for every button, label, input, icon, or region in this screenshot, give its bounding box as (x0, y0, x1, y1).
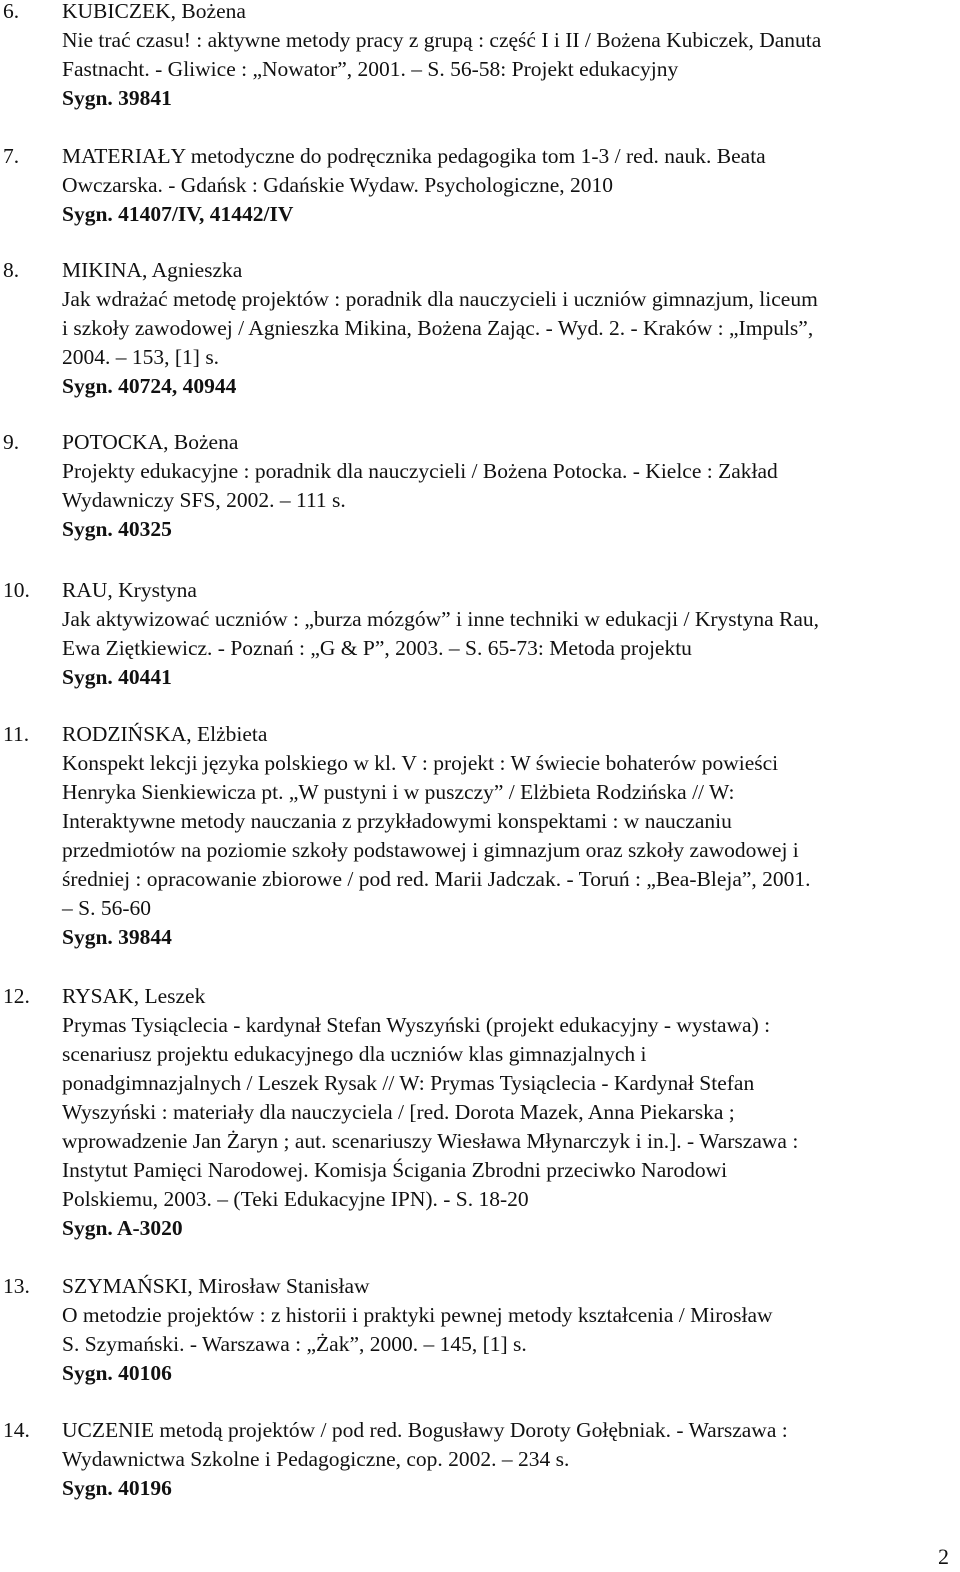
entry-number: 6. (3, 0, 20, 23)
entry-author: MIKINA, Agnieszka (62, 258, 243, 282)
entry-number: 10. (3, 578, 30, 602)
entry-signature: Sygn. 40441 (62, 665, 172, 689)
entry-signature: Sygn. A-3020 (62, 1216, 183, 1240)
entry-line: Instytut Pamięci Narodowej. Komisja Ścigania Zbrodni przeciwko Narodowi (62, 1158, 728, 1182)
entry-number: 9. (3, 430, 20, 454)
entry-line: Prymas Tysiąclecia - kardynał Stefan Wyszyński (projekt edukacyjny - wystawa) : (62, 1013, 771, 1037)
entry-line: Owczarska. - Gdańsk : Gdańskie Wydaw. Psychologiczne, 2010 (62, 173, 614, 197)
entry-number: 11. (3, 722, 30, 746)
entry-number: 13. (3, 1274, 30, 1298)
entry-number: 12. (3, 984, 30, 1008)
entry-number: 14. (3, 1418, 30, 1442)
entry-signature: Sygn. 39844 (62, 925, 172, 949)
entry-author: POTOCKA, Bożena (62, 430, 239, 454)
entry-author: SZYMAŃSKI, Mirosław Stanisław (62, 1274, 370, 1298)
entry-line: Wyszyński : materiały dla nauczyciela / [red. Dorota Mazek, Anna Piekarska ; (62, 1100, 735, 1124)
entry-signature: Sygn. 41407/IV, 41442/IV (62, 202, 294, 226)
entry-line: wprowadzenie Jan Żaryn ; aut. scenariuszy Wiesława Młynarczyk i in.]. - Warszawa : (62, 1129, 799, 1153)
entry-title: MATERIAŁY metodyczne do podręcznika pedagogika tom 1-3 / red. nauk. Beata (62, 144, 766, 168)
entry-author: KUBICZEK, Bożena (62, 0, 246, 23)
entry-line: Polskiemu, 2003. – (Teki Edukacyjne IPN). - S. 18-20 (62, 1187, 529, 1211)
entry-line: scenariusz projektu edukacyjnego dla uczniów klas gimnazjalnych i (62, 1042, 647, 1066)
entry-signature: Sygn. 40325 (62, 517, 172, 541)
entry-line: Henryka Sienkiewicza pt. „W pustyni i w puszczy” / Elżbieta Rodzińska // W: (62, 780, 735, 804)
entry-line: Wydawniczy SFS, 2002. – 111 s. (62, 488, 346, 512)
entry-signature: Sygn. 40196 (62, 1476, 172, 1500)
entry-line: i szkoły zawodowej / Agnieszka Mikina, Bożena Zając. - Wyd. 2. - Kraków : „Impuls”, (62, 316, 814, 340)
entry-number: 8. (3, 258, 20, 282)
page-number: 2 (938, 1544, 949, 1569)
entry-line: Projekty edukacyjne : poradnik dla nauczycieli / Bożena Potocka. - Kielce : Zakład (62, 459, 778, 483)
entry-line: Ewa Ziętkiewicz. - Poznań : „G & P”, 2003. – S. 65-73: Metoda projektu (62, 636, 692, 660)
entry-line: ponadgimnazjalnych / Leszek Rysak // W: Prymas Tysiąclecia - Kardynał Stefan (62, 1071, 755, 1095)
entry-line: przedmiotów na poziomie szkoły podstawowej i gimnazjum oraz szkoły zawodowej i (62, 838, 799, 862)
entry-signature: Sygn. 40106 (62, 1361, 172, 1385)
entry-line: – S. 56-60 (62, 896, 151, 920)
entry-line: S. Szymański. - Warszawa : „Żak”, 2000. – 145, [1] s. (62, 1332, 527, 1356)
entry-line: Jak wdrażać metodę projektów : poradnik dla nauczycieli i uczniów gimnazjum, liceum (62, 287, 818, 311)
entry-author: RODZIŃSKA, Elżbieta (62, 722, 268, 746)
entry-title: UCZENIE metodą projektów / pod red. Bogusławy Doroty Gołębniak. - Warszawa : (62, 1418, 788, 1442)
entry-line: Wydawnictwa Szkolne i Pedagogiczne, cop. 2002. – 234 s. (62, 1447, 570, 1471)
entry-line: Nie trać czasu! : aktywne metody pracy z grupą : część I i II / Bożena Kubiczek, Danuta (62, 28, 822, 52)
entry-line: średniej : opracowanie zbiorowe / pod red. Marii Jadczak. - Toruń : „Bea-Bleja”, 2001. (62, 867, 811, 891)
entry-author: RAU, Krystyna (62, 578, 197, 602)
entry-author: RYSAK, Leszek (62, 984, 206, 1008)
entry-line: Fastnacht. - Gliwice : „Nowator”, 2001. – S. 56-58: Projekt edukacyjny (62, 57, 679, 81)
entry-line: Konspekt lekcji języka polskiego w kl. V : projekt : W świecie bohaterów powieści (62, 751, 779, 775)
entry-signature: Sygn. 40724, 40944 (62, 374, 237, 398)
entry-line: O metodzie projektów : z historii i praktyki pewnej metody kształcenia / Mirosław (62, 1303, 773, 1327)
entry-line: Jak aktywizować uczniów : „burza mózgów” i inne techniki w edukacji / Krystyna Rau, (62, 607, 820, 631)
entry-line: 2004. – 153, [1] s. (62, 345, 220, 369)
entry-number: 7. (3, 144, 20, 168)
entry-line: Interaktywne metody nauczania z przykładowymi konspektami : w nauczaniu (62, 809, 732, 833)
entry-signature: Sygn. 39841 (62, 86, 172, 110)
